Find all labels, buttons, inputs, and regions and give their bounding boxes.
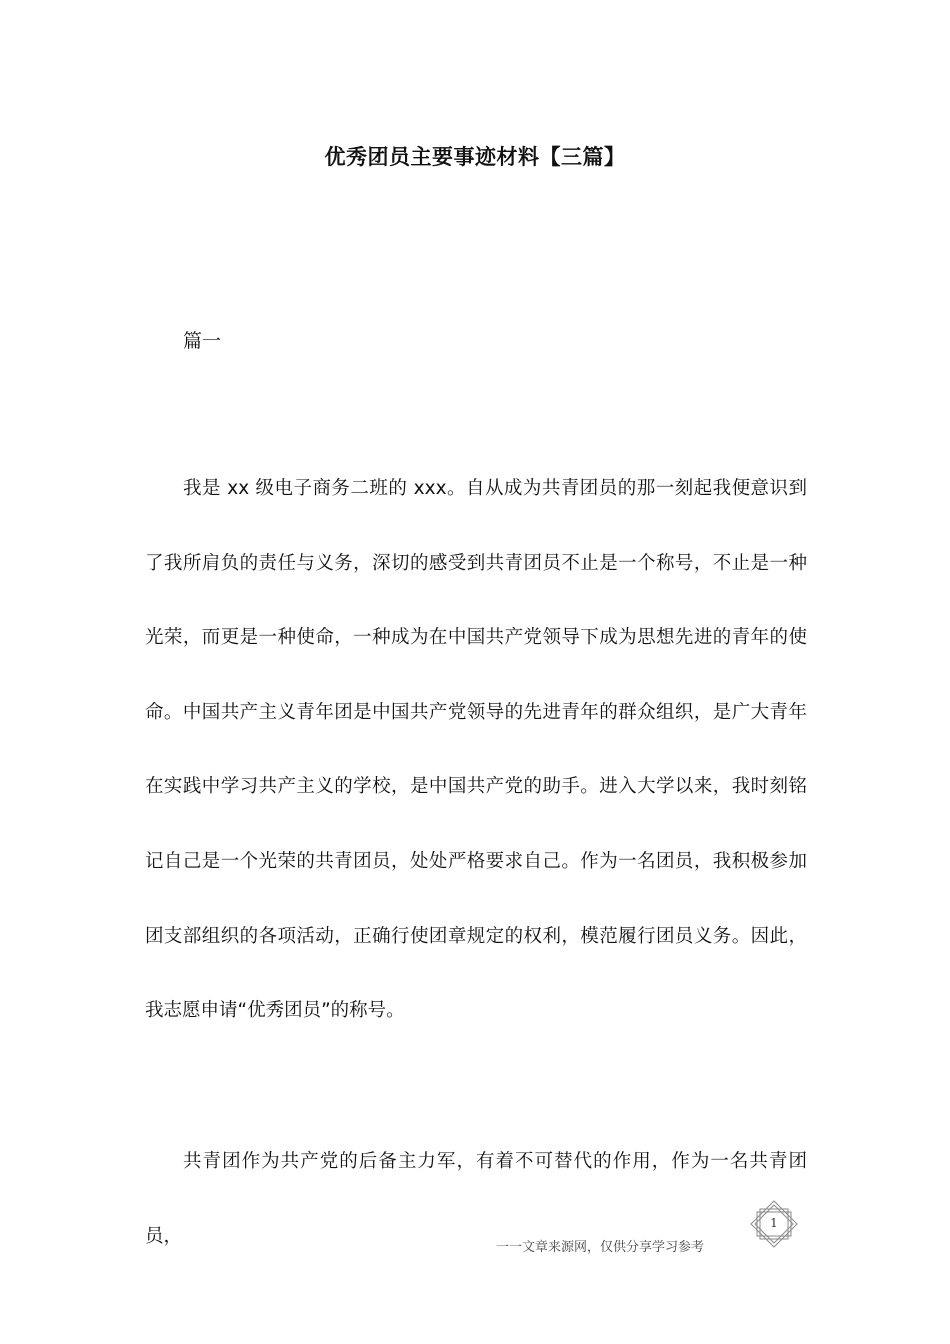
- document-title: 优秀团员主要事迹材料【三篇】: [324, 145, 626, 169]
- page-number: 1: [770, 1216, 778, 1230]
- page-number-badge: [748, 1198, 800, 1250]
- body-paragraph: 我是 xx 级电子商务二班的 xxx。自从成为共青团员的那一刻起我便意识到了我所肩负的责任与义务，深切的感受到共青团员不止是一个称号，不止是一种光荣，而更是一种使命，一种成为在中国共产党领导下成为思想先进的青年的使命。中国共产主义青年团是中国共产党领导的先进青年的群众组织，是广大青年在实践中学习共产主义的学校，是中国共产党的助手。进入大学以来，我时刻铭记自己是一个光荣的共青团员，处处严格要求自己。作为一名团员，我积极参加团支部组织的各项活动，正确行使团章规定的权利，模范履行团员义务。因此，我志愿申请“优秀团员”的称号。: [145, 478, 807, 1022]
- body-paragraph: 共青团作为共产党的后备主力军，有着不可替代的作用，作为一名共青团员，: [145, 1151, 807, 1247]
- footer-source-note: 一一文章来源网，仅供分享学习参考: [496, 1240, 705, 1255]
- section-heading: 篇一: [183, 330, 222, 352]
